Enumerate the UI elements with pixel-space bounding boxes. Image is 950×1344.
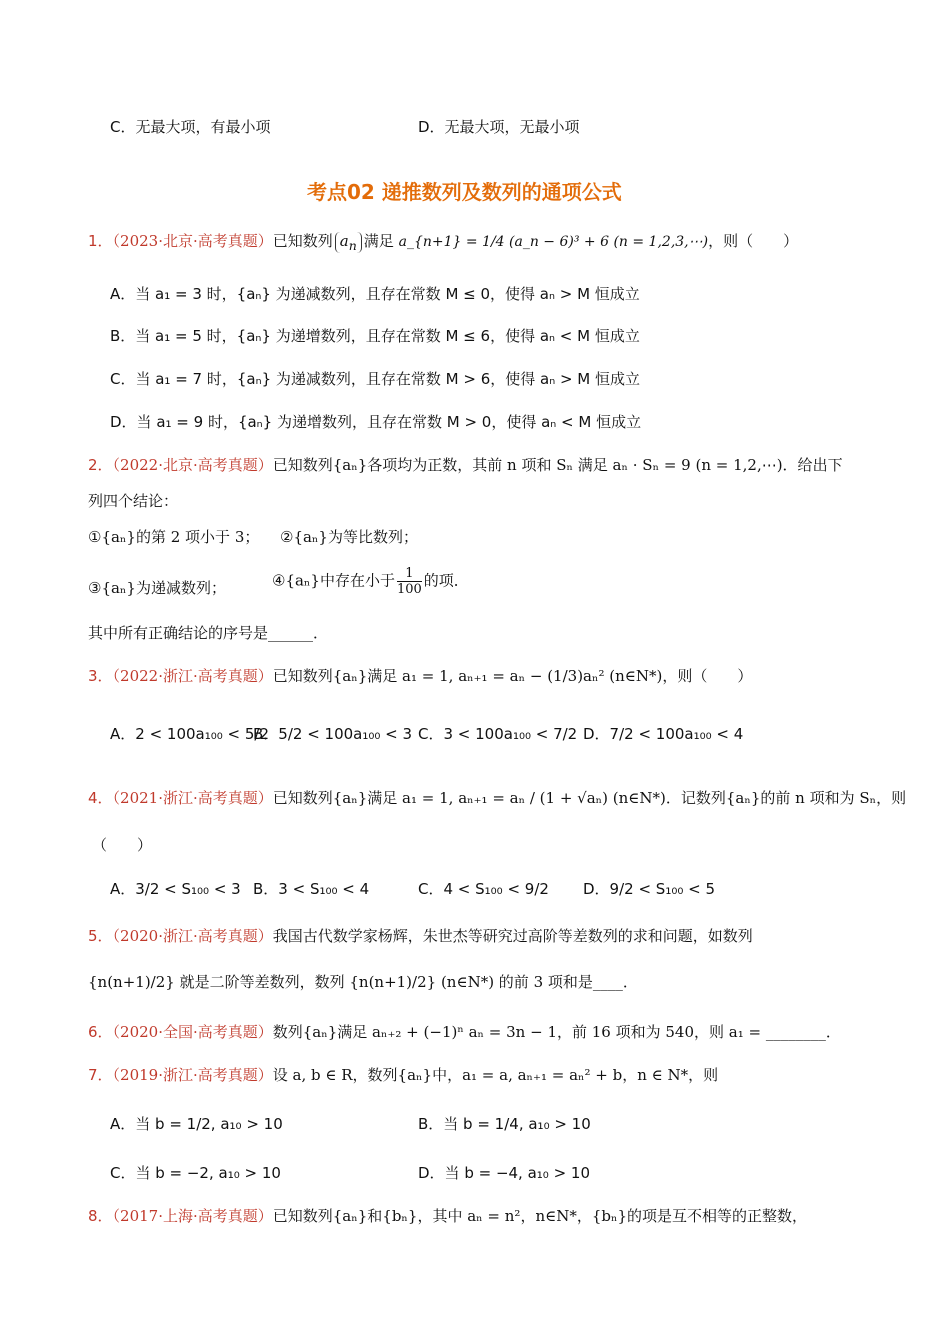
question-number: 8．: [88, 1207, 113, 1225]
q1-option-a: A．当 a₁ = 3 时，{aₙ} 为递减数列，且存在常数 M ≤ 0，使得 aₙ > M 恒成立: [110, 285, 640, 303]
question-5-line2: {n(n+1)/2} 就是二阶等差数列，数列 {n(n+1)/2} (n∈N*) 的前 3 项和是____．: [88, 973, 638, 991]
question-number: 4．: [88, 789, 113, 807]
section-title: 考点02 递推数列及数列的通项公式: [307, 180, 622, 204]
question-text: 已知数列{aₙ}满足 a₁ = 1, aₙ₊₁ = aₙ / (1 + √aₙ) (n∈N*)．记数列{aₙ}的前 n 项和为 Sₙ，则: [272, 789, 907, 807]
q4-option-c: C．4 < S₁₀₀ < 9/2: [418, 880, 549, 898]
numerator: 1: [397, 566, 422, 582]
q3-option-a: A．2 < 100a₁₀₀ < 5/2: [110, 725, 270, 743]
conclusion-4: [272, 566, 469, 597]
question-5: [88, 925, 753, 946]
question-number: 2．: [88, 456, 113, 474]
question-text: 已知数列{aₙ}和{bₙ}，其中 aₙ = n²，n∈N*，{bₙ}的项是互不相等的正整数，: [272, 1207, 808, 1225]
q7-option-a: A．当 b = 1/2, a₁₀ > 10: [110, 1115, 283, 1133]
question-number: 3．: [88, 667, 113, 685]
question-source: （2020·浙江·高考真题）: [112, 927, 273, 945]
question-number: 1．: [88, 232, 113, 250]
conclusion-3: ③{aₙ}为递减数列；: [88, 579, 226, 597]
q7-option-c: C．当 b = −2, a₁₀ > 10: [110, 1164, 281, 1182]
question-2-line2: 列四个结论：: [88, 492, 179, 510]
question-3: [88, 665, 752, 686]
denominator: 100: [396, 582, 422, 597]
q3-option-d: D．7/2 < 100a₁₀₀ < 4: [583, 725, 744, 743]
conclusion-2: ②{aₙ}为等比数列；: [280, 528, 418, 546]
question-2: [88, 454, 843, 475]
question-text: 已知数列: [272, 232, 333, 250]
sequence-symbol: $a_n$: [335, 232, 362, 253]
q4-option-b: B．3 < S₁₀₀ < 4: [253, 880, 370, 898]
question-text: 满足: [363, 232, 394, 250]
question-source: （2023·北京·高考真题）: [112, 232, 273, 250]
question-8: [88, 1205, 807, 1226]
question-text: 我国古代数学家杨辉，朱世杰等研究过高阶等差数列的求和问题，如数列: [272, 927, 753, 945]
question-source: （2022·浙江·高考真题）: [112, 667, 273, 685]
question-text: 已知数列{aₙ}各项均为正数，其前 n 项和 Sₙ 满足 aₙ · Sₙ = 9 (n = 1,2,⋯)．给出下: [272, 456, 843, 474]
option-c-prev: C．无最大项，有最小项: [110, 118, 271, 136]
fraction: [397, 566, 422, 597]
q7-option-d: D．当 b = −4, a₁₀ > 10: [418, 1164, 591, 1182]
question-text: 数列{aₙ}满足 aₙ₊₂ + (−1)ⁿ aₙ = 3n − 1，前 16 项和为 540，则 a₁ = ________．: [272, 1023, 841, 1041]
q7-option-b: B．当 b = 1/4, a₁₀ > 10: [418, 1115, 591, 1133]
question-text: ，则（ ）: [708, 232, 799, 250]
question-number: 5．: [88, 927, 113, 945]
question-source: （2021·浙江·高考真题）: [112, 789, 273, 807]
question-source: （2017·上海·高考真题）: [112, 1207, 273, 1225]
q4-option-a: A．3/2 < S₁₀₀ < 3: [110, 880, 241, 898]
question-7: [88, 1064, 718, 1085]
question-text: 设 a, b ∈ R，数列{aₙ}中，a₁ = a, aₙ₊₁ = aₙ² + b，n ∈ N*，则: [272, 1066, 719, 1084]
question-source: （2022·北京·高考真题）: [112, 456, 273, 474]
q3-option-c: C．3 < 100a₁₀₀ < 7/2: [418, 725, 578, 743]
option-d-prev: D．无最大项，无最小项: [418, 118, 580, 136]
question-number: 6．: [88, 1023, 113, 1041]
conclusion-1: ①{aₙ}的第 2 项小于 3；: [88, 528, 260, 546]
recurrence-formula: a_{n+1} = 1/4 (a_n − 6)³ + 6 (n = 1,2,3,⋯): [398, 234, 709, 250]
question-2-answer-line: 其中所有正确结论的序号是______．: [88, 624, 329, 642]
question-4: [88, 787, 906, 808]
q3-option-b: B．5/2 < 100a₁₀₀ < 3: [253, 725, 413, 743]
q1-option-b: B．当 a₁ = 5 时，{aₙ} 为递增数列，且存在常数 M ≤ 6，使得 aₙ < M 恒成立: [110, 327, 640, 345]
q1-option-c: C．当 a₁ = 7 时，{aₙ} 为递减数列，且存在常数 M > 6，使得 aₙ > M 恒成立: [110, 370, 640, 388]
question-4-paren: （ ）: [92, 836, 153, 854]
question-6: [88, 1021, 841, 1042]
question-text: 已知数列{aₙ}满足 a₁ = 1, aₙ₊₁ = aₙ − (1/3)aₙ² (n∈N*)，则（ ）: [272, 667, 753, 685]
question-1: [88, 230, 798, 253]
question-source: （2020·全国·高考真题）: [112, 1023, 273, 1041]
question-number: 7．: [88, 1066, 113, 1084]
q4-option-d: D．9/2 < S₁₀₀ < 5: [583, 880, 716, 898]
conclusion-text: 的项．: [423, 571, 469, 590]
q1-option-d: D．当 a₁ = 9 时，{aₙ} 为递增数列，且存在常数 M > 0，使得 aₙ < M 恒成立: [110, 413, 642, 431]
conclusion-text: ④{aₙ}中存在小于: [272, 571, 395, 590]
question-source: （2019·浙江·高考真题）: [112, 1066, 273, 1084]
